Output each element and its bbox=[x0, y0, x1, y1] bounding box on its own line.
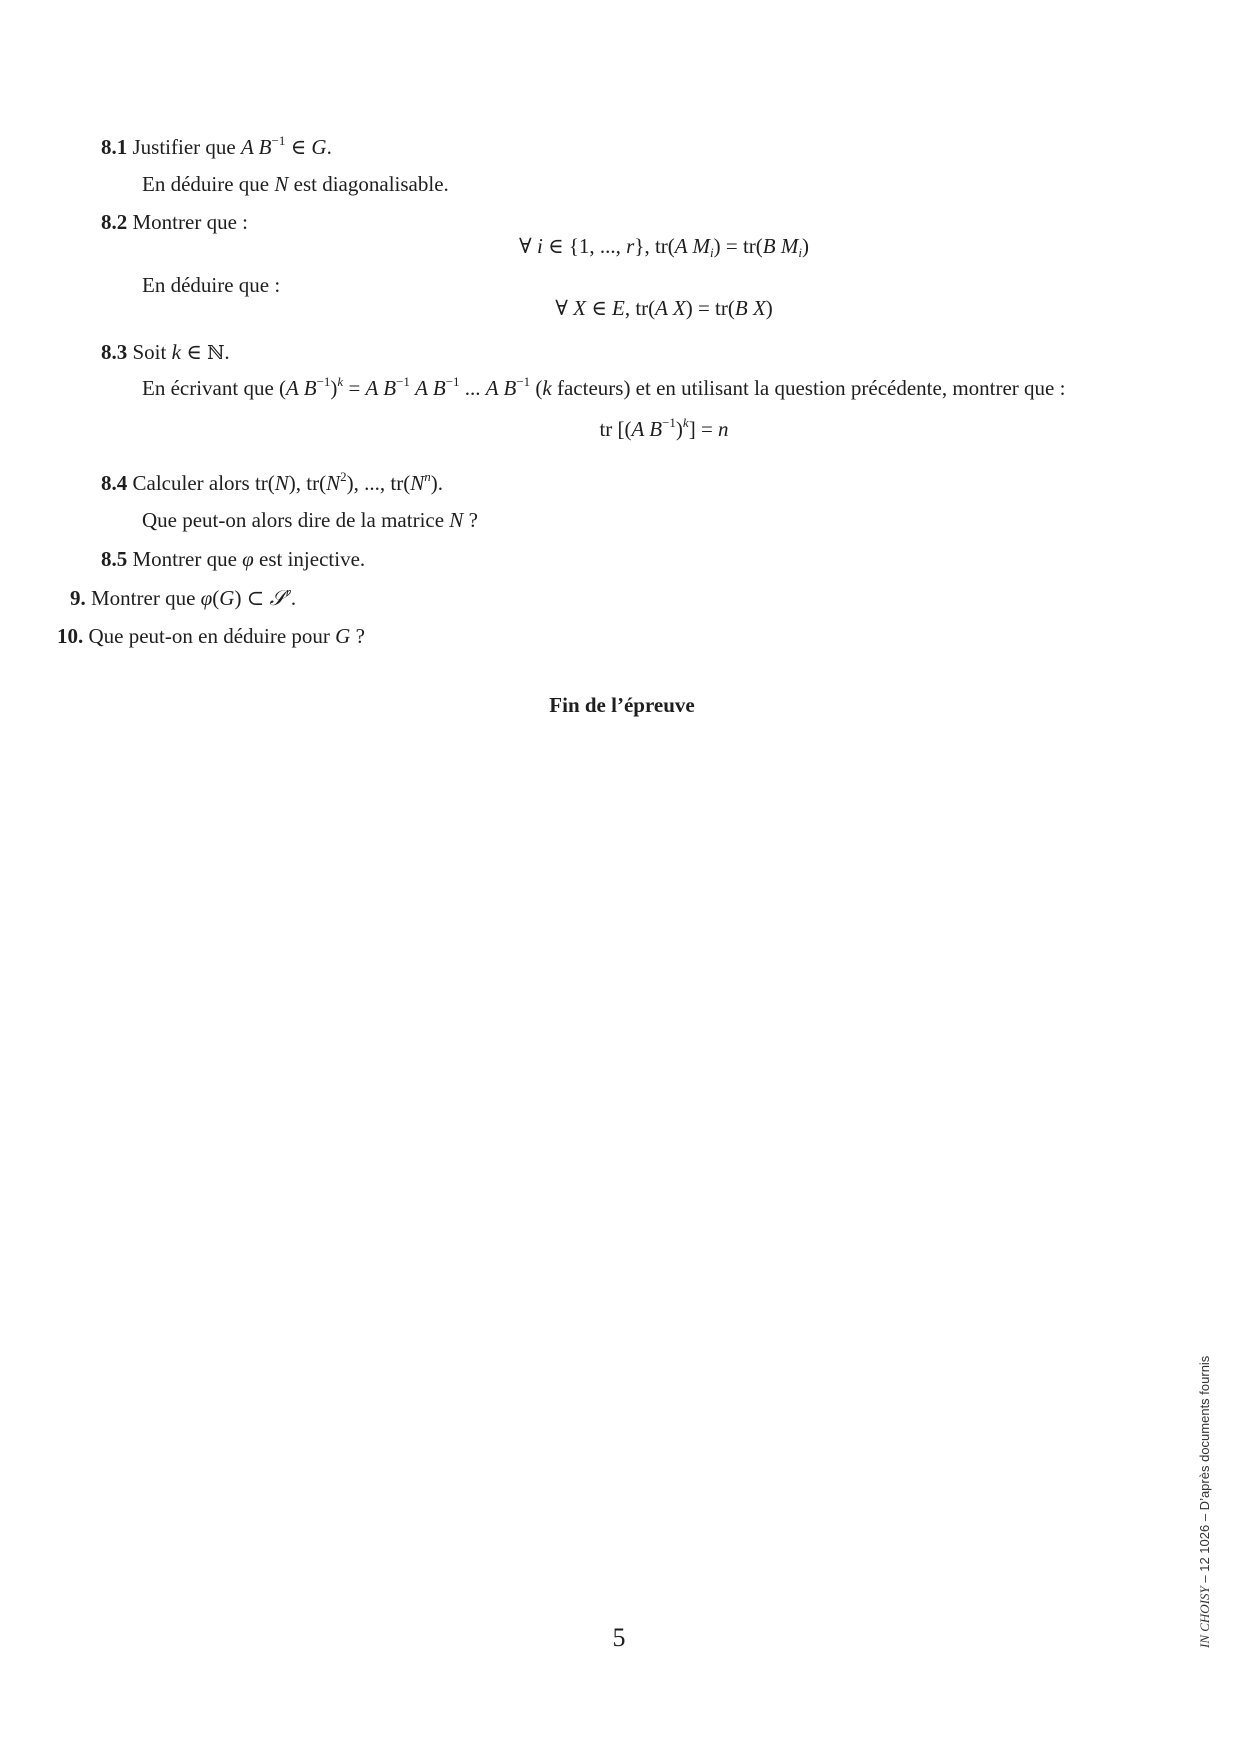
math-inline: tr(N), $tr(N^2)$, ..., $tr(N^n)$. bbox=[254, 469, 443, 495]
question-text: est injective. bbox=[259, 547, 366, 571]
question-9 bbox=[70, 584, 297, 610]
math-inline: N bbox=[274, 172, 289, 196]
question-number: 9. bbox=[70, 586, 86, 610]
math-inline: A $B^{-1}$ ∈ G. bbox=[240, 133, 332, 159]
question-text: En écrivant que bbox=[142, 376, 274, 400]
question-8-3-followup bbox=[142, 374, 1066, 400]
question-8-2-followup bbox=[142, 275, 280, 296]
display-equation: ∀ i ∈ {1, ..., r}, tr(A $M_i) = tr(B$ $M_i$) bbox=[519, 234, 809, 260]
question-number: 8.2 bbox=[101, 210, 128, 234]
question-number: 10. bbox=[57, 624, 84, 648]
question-text: Que peut-on en déduire pour bbox=[88, 624, 330, 648]
question-8-1 bbox=[101, 133, 332, 159]
question-8-3 bbox=[101, 342, 230, 363]
question-number: 8.1 bbox=[101, 135, 128, 159]
question-text: En déduire que bbox=[142, 172, 270, 196]
question-text: Calculer alors bbox=[132, 471, 250, 495]
math-inline: G ? bbox=[335, 624, 365, 648]
math-inline: φ(G) ⊂ 𝒮$^r$. bbox=[200, 584, 297, 610]
math-inline: k ∈ ℕ. bbox=[171, 340, 230, 364]
question-8-4 bbox=[101, 469, 443, 495]
display-equation: ∀ X ∈ E, tr(A X) = tr(B X) bbox=[555, 296, 773, 320]
question-number: 8.3 bbox=[101, 340, 128, 364]
math-inline: N ? bbox=[449, 508, 478, 532]
end-title: Fin de l’épreuve bbox=[549, 693, 695, 717]
question-text: Montrer que : bbox=[132, 210, 248, 234]
question-8-5 bbox=[101, 549, 365, 570]
printer-name: IN CHOISY bbox=[1197, 1586, 1212, 1648]
question-text: Justifier que bbox=[132, 135, 236, 159]
question-8-4-followup bbox=[142, 510, 478, 531]
question-text: Soit bbox=[132, 340, 167, 364]
question-text: Montrer que bbox=[91, 586, 196, 610]
question-8-2 bbox=[101, 212, 248, 233]
question-text: Montrer que bbox=[132, 547, 237, 571]
page-number: 5 bbox=[612, 1623, 626, 1652]
printer-sidebar bbox=[1197, 1356, 1213, 1648]
question-number: 8.5 bbox=[101, 547, 128, 571]
question-number: 8.4 bbox=[101, 471, 128, 495]
question-text: En déduire que : bbox=[142, 273, 281, 297]
math-inline: φ bbox=[242, 547, 254, 571]
question-text: Que peut-on alors dire de la matrice bbox=[142, 508, 445, 532]
question-text: facteurs) et en utilisant la question précédente, montrer que : bbox=[556, 376, 1066, 400]
printer-code: – 12 1026 – D’après documents fournis bbox=[1197, 1355, 1212, 1583]
question-10 bbox=[57, 626, 365, 647]
math-inline: (A $B^{-1})^k = A$ $B^{-1}$ A $B^{-1}$ ... A $B^{-1}$ (k bbox=[279, 374, 552, 400]
display-equation: tr [(A $B^{-1})^k] = n$ bbox=[599, 415, 729, 441]
question-8-1-followup bbox=[142, 174, 449, 195]
question-text: est diagonalisable. bbox=[293, 172, 449, 196]
